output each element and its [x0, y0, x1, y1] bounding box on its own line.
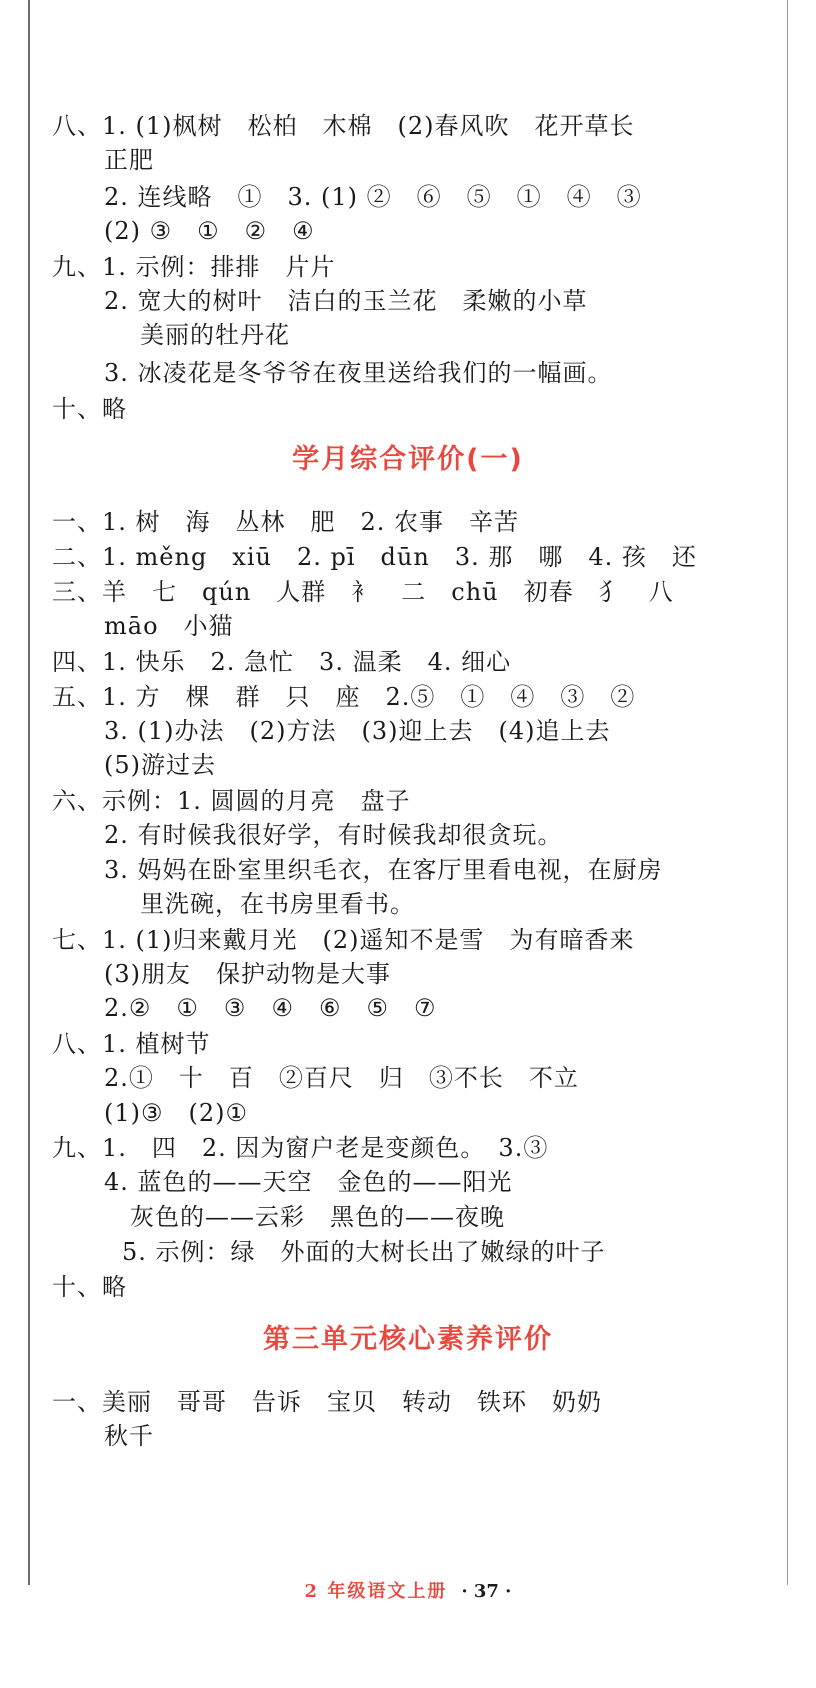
answer-line: 八、1. 植树节 — [52, 1030, 211, 1058]
answer-line: 四、1. 快乐 2. 急忙 3. 温柔 4. 细心 — [52, 648, 512, 676]
answer-line: (3)朋友 保护动物是大事 — [104, 960, 391, 988]
answer-line: 4. 蓝色的——天空 金色的——阳光 — [104, 1168, 513, 1196]
answer-line: 2.② ① ③ ④ ⑥ ⑤ ⑦ — [104, 994, 437, 1022]
answer-line: (1)③ (2)① — [104, 1099, 249, 1127]
answer-line: (5)游过去 — [104, 751, 216, 779]
page-footer — [0, 1580, 816, 1604]
answer-line: 2. 有时候我很好学，有时候我却很贪玩。 — [104, 821, 563, 849]
answer-line: 3. (1)办法 (2)方法 (3)迎上去 (4)追上去 — [104, 717, 611, 745]
answer-line: māo 小猫 — [104, 612, 234, 640]
answer-line: 正肥 — [104, 146, 154, 174]
answer-line: 七、1. (1)归来戴月光 (2)遥知不是雪 为有暗香来 — [52, 926, 635, 954]
answer-line: 五、1. 方 棵 群 只 座 2.⑤ ① ④ ③ ② — [52, 683, 636, 711]
answer-line: 一、1. 树 海 丛林 肥 2. 农事 辛苦 — [52, 508, 520, 536]
answer-line: 2.① 十 百 ②百尺 归 ③不长 不立 — [104, 1064, 579, 1092]
section-title-monthly-assessment: 学月综合评价(一) — [292, 444, 524, 475]
answer-line: 美丽的牡丹花 — [140, 321, 290, 349]
answer-line: 里洗碗，在书房里看书。 — [140, 890, 415, 918]
answer-line: 3. 妈妈在卧室里织毛衣，在客厅里看电视，在厨房 — [104, 856, 663, 884]
section-title-unit3-assessment: 第三单元核心素养评价 — [263, 1324, 553, 1355]
answer-line: 5. 示例：绿 外面的大树长出了嫩绿的叶子 — [122, 1238, 606, 1266]
footer-grade-label: 2 年级语文上册 — [304, 1581, 448, 1602]
answer-line: 3. 冰凌花是冬爷爷在夜里送给我们的一幅画。 — [104, 359, 613, 387]
answer-line: 九、1. 示例：排排 片片 — [52, 253, 336, 281]
answer-line: 二、1. měng xiū 2. pī dūn 3. 那 哪 4. 孩 还 — [52, 543, 697, 571]
answer-line: 六、示例：1. 圆圆的月亮 盘子 — [52, 787, 411, 815]
page-number: · 37 · — [461, 1581, 512, 1602]
answer-line: 2. 宽大的树叶 洁白的玉兰花 柔嫩的小草 — [104, 287, 588, 315]
answer-line: 一、美丽 哥哥 告诉 宝贝 转动 铁环 奶奶 — [52, 1388, 602, 1416]
answer-line: 灰色的——云彩 黑色的——夜晚 — [130, 1203, 505, 1231]
answer-line: 2. 连线略 ① 3. (1) ② ⑥ ⑤ ① ④ ③ — [104, 183, 642, 211]
answer-line: 三、羊 七 qún 人群 衤 二 chū 初春 犭 八 — [52, 578, 674, 606]
answer-line: 十、略 — [52, 395, 127, 423]
answer-line: 八、1. (1)枫树 松柏 木棉 (2)春风吹 花开草长 — [52, 112, 635, 140]
answer-line: (2) ③ ① ② ④ — [104, 217, 315, 245]
answer-line: 九、1. 四 2. 因为窗户老是变颜色。 3.③ — [52, 1134, 549, 1162]
answer-line: 十、略 — [52, 1273, 127, 1301]
answer-line: 秋千 — [104, 1422, 154, 1450]
